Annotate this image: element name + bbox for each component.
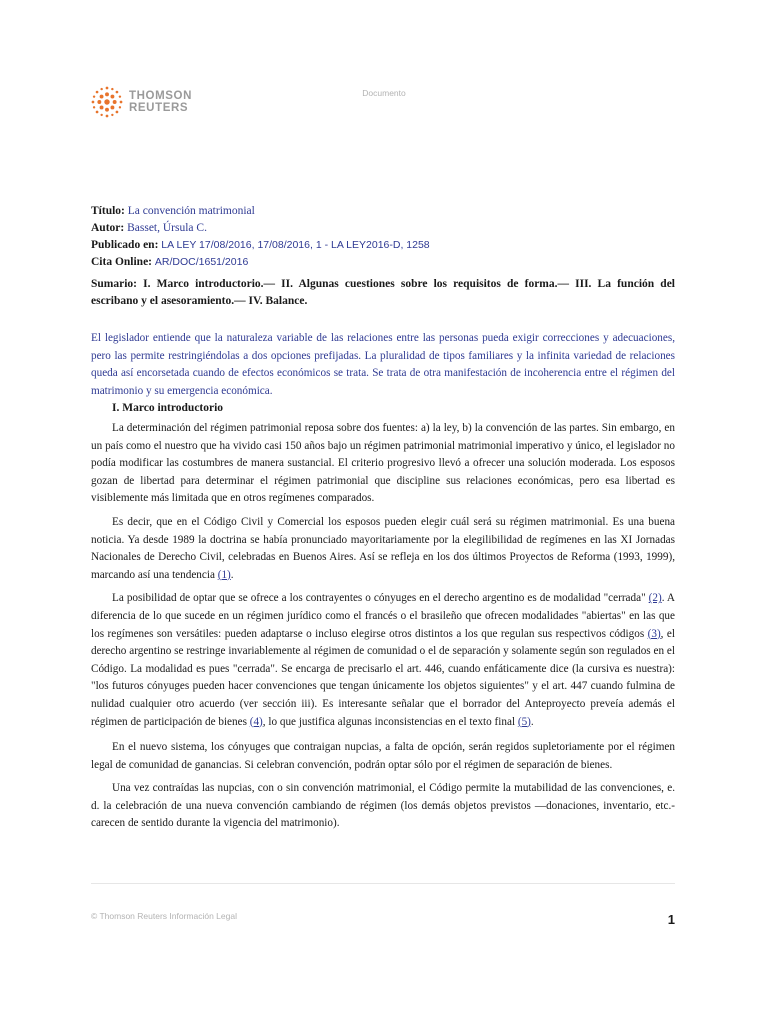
footer-divider xyxy=(91,883,675,884)
document-metadata xyxy=(91,203,681,271)
paragraph-4: En el nuevo sistema, los cónyuges que contraigan nupcias, a falta de opción, serán regidos supletoriamente por el régimen legal de comunidad de ganancias. Si celebran convención, podrán optar sólo por el régimen de separación de bienes. xyxy=(91,741,675,771)
meta-published-row xyxy=(91,237,681,254)
paragraph-3-end: . xyxy=(530,715,534,728)
meta-author-value: Basset, Úrsula C. xyxy=(127,222,207,234)
paragraph-2-end: . xyxy=(230,568,234,581)
footer-copyright: © Thomson Reuters Información Legal xyxy=(91,911,237,921)
meta-title-key: Título: xyxy=(91,205,125,217)
paragraph-3-text-d: , lo que justifica algunas inconsistencias en el texto final xyxy=(262,715,518,728)
meta-title-row xyxy=(91,203,681,220)
meta-author-key: Autor: xyxy=(91,222,125,234)
meta-title-value: La convención matrimonial xyxy=(127,205,255,217)
document-label: Documento xyxy=(362,88,406,98)
footnote-link-2[interactable]: (2) xyxy=(648,592,662,605)
footnote-link-5[interactable]: (5) xyxy=(517,715,531,728)
page-number: 1 xyxy=(667,912,675,927)
paragraph-3-text-b: . A diferencia de lo que sucede en un régimen jurídico como el francés o el brasileño que ofrecen modalidades "abiertas" en las que los regímenes son versátiles: pueden adaptarse o incluso elegirse otros distintos a los que regulan sus respectivos códigos xyxy=(91,592,676,640)
summary: Sumario: I. Marco introductorio.— II. Algunas cuestiones sobre los requisitos de forma.— III. La función del escribano y el asesoramiento.— IV. Balance. xyxy=(91,278,675,307)
paragraph-3-text-c: , el derecho argentino se restringe invariablemente al régimen de comunidad o el de separación y solamente según son regulados en el Código. La modalidad es pues "cerrada". Se encarga de precisarlo el art. 446, cuando enfáticamente dice (la cursiva es nuestra): "los futuros cónyuges pueden hacer convenciones que tengan únicamente los objetos siguientes" y el art. 447 cuando fulmina de nulidad cualquier otro acuerdo (ver sección iii). Es interesante señalar que el borrador del Anteproyecto preveía además el régimen de participación de bienes xyxy=(91,627,675,728)
meta-published-value: LA LEY 17/08/2016, 17/08/2016, 1 - LA LEY2016-D, 1258 xyxy=(161,239,430,251)
footnote-link-4[interactable]: (4) xyxy=(249,715,263,728)
footnote-link-1[interactable]: (1) xyxy=(217,568,231,581)
section-heading: I. Marco introductorio xyxy=(112,402,224,414)
footnote-link-3[interactable]: (3) xyxy=(647,627,661,640)
meta-citation-row xyxy=(91,254,681,271)
paragraph-1: La determinación del régimen patrimonial reposa sobre dos fuentes: a) la ley, b) la convención de las partes. Sin embargo, en un país como el nuestro que ha vivido casi 150 años bajo un régimen patrimonial matrimonial imperativo y único, el legislador no podía modificar las costumbres de manera sustancial. El criterio progresivo llevó a ofrecer una solución moderada. Los esposos gozan de libertad para determinar el régimen patrimonial que discipline sus relaciones económicas, pero esa libertad es visiblemente más limitada que en otros regímenes comparados. xyxy=(91,422,675,505)
body-text xyxy=(91,420,675,839)
meta-author-row xyxy=(91,220,681,237)
logo-line-1: THOMSON xyxy=(129,90,192,102)
abstract: El legislador entiende que la naturaleza variable de las relaciones entre las personas pueda exigir correcciones y adecuaciones, pero las permite restringiéndolas a dos opciones prefijadas. La pluralidad de tipos familiares y la infinita variedad de relaciones queda así encorsetada cuando de efectos económicos se trata. Se trata de otra manifestación de incoherencia entre el régimen del matrimonio y su emergencia económica. xyxy=(91,332,675,397)
paragraph-3 xyxy=(91,590,675,731)
paragraph-2 xyxy=(91,514,675,584)
paragraph-2-text: Es decir, que en el Código Civil y Comercial los esposos pueden elegir cuál será su régimen matrimonial. Es una buena noticia. Ya desde 1989 la doctrina se había pronunciado mayoritariamente por la elegilibilidad de regímenes en las XI Jornadas Nacionales de Derecho Civil, celebradas en Buenos Aires. Así se refleja en los dos últimos Proyectos de Reforma (1993, 1999), marcando así una tendencia xyxy=(91,515,675,581)
meta-citation-value: AR/DOC/1651/2016 xyxy=(154,256,249,268)
meta-citation-key: Cita Online: xyxy=(91,256,153,268)
paragraph-3-text-a: La posibilidad de optar que se ofrece a los contrayentes o cónyuges en el derecho argentino es de modalidad "cerrada" xyxy=(112,592,649,605)
logo-line-2: REUTERS xyxy=(129,102,189,114)
paragraph-5: Una vez contraídas las nupcias, con o sin convención matrimonial, el Código permite la mutabilidad de las convenciones, e. d. la celebración de una nueva convención cambiando de régimen (los demás objetos previstos —donaciones, inventario, etc.- carecen de sentido durante la vigencia del matrimonio). xyxy=(91,782,675,830)
meta-published-key: Publicado en: xyxy=(91,239,159,251)
